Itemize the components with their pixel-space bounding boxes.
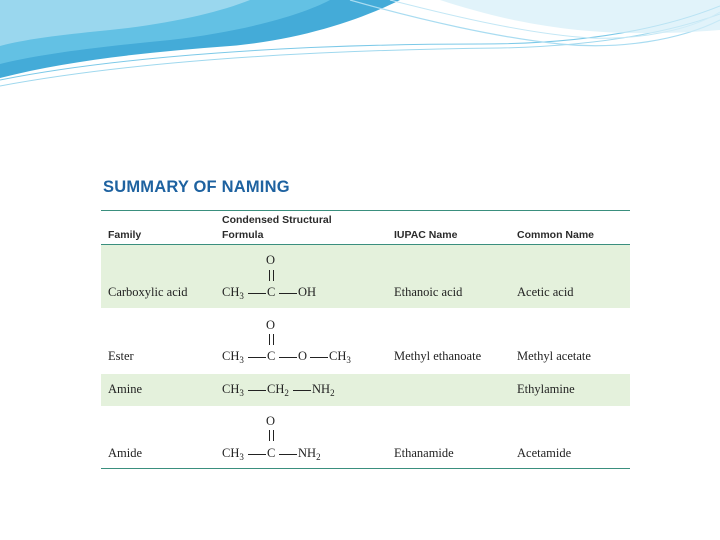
- table-row: [101, 308, 630, 374]
- common-name-cell: Acetic acid: [517, 285, 574, 299]
- table-row: [101, 245, 630, 308]
- header-common-name: Common Name: [517, 229, 595, 241]
- header-family: Family: [108, 229, 142, 241]
- header-wave-decoration: [0, 0, 720, 100]
- family-cell: Ester: [108, 349, 134, 363]
- nh2-group: $NH_2$: [298, 446, 321, 462]
- single-bond: [248, 357, 266, 358]
- common-name-cell: Methyl acetate: [517, 349, 591, 363]
- header-formula-line2: Formula: [222, 229, 264, 241]
- single-bond: [279, 293, 297, 294]
- iupac-name-cell: Methyl ethanoate: [394, 349, 482, 363]
- ch2-group: $CH_2$: [267, 382, 289, 398]
- common-name-cell: Ethylamine: [517, 382, 575, 396]
- table-row: [101, 406, 630, 468]
- top-rule: [101, 210, 630, 211]
- header-iupac-name: IUPAC Name: [394, 229, 458, 241]
- family-cell: Amide: [108, 446, 143, 460]
- iupac-name-cell: Ethanamide: [394, 446, 454, 460]
- bottom-rule: [101, 468, 630, 469]
- table-title: SUMMARY OF NAMING: [103, 178, 290, 196]
- carbon-atom: C: [267, 349, 276, 363]
- ch3-group: $CH_3$: [329, 349, 351, 365]
- oxygen-atom: O: [266, 414, 276, 428]
- table-row: [101, 374, 630, 406]
- carbon-atom: C: [267, 285, 276, 299]
- ch3-group: $CH_3$: [222, 285, 244, 301]
- single-bond: [310, 357, 328, 358]
- oh-group: OH: [298, 285, 317, 299]
- single-bond: [279, 357, 297, 358]
- common-name-cell: Acetamide: [517, 446, 572, 460]
- double-bond: [269, 334, 274, 345]
- single-bond: [279, 454, 297, 455]
- ch3-group: $CH_3$: [222, 349, 244, 365]
- single-bond: [248, 390, 266, 391]
- nh2-group: $NH_2$: [312, 382, 335, 398]
- family-cell: Amine: [108, 382, 143, 396]
- family-cell: Carboxylic acid: [108, 285, 188, 299]
- double-bond: [269, 430, 274, 441]
- oxygen-atom: O: [266, 318, 276, 332]
- header-formula-line1: Condensed Structural: [222, 214, 332, 226]
- single-bond: [248, 293, 266, 294]
- ch3-group: $CH_3$: [222, 382, 244, 398]
- naming-summary-table: [101, 172, 631, 472]
- single-bond: [248, 454, 266, 455]
- oxygen-atom: O: [298, 349, 308, 363]
- ch3-group: $CH_3$: [222, 446, 244, 462]
- double-bond: [269, 270, 274, 281]
- oxygen-atom: O: [266, 253, 276, 267]
- iupac-name-cell: Ethanoic acid: [394, 285, 463, 299]
- single-bond: [293, 390, 311, 391]
- carbon-atom: C: [267, 446, 276, 460]
